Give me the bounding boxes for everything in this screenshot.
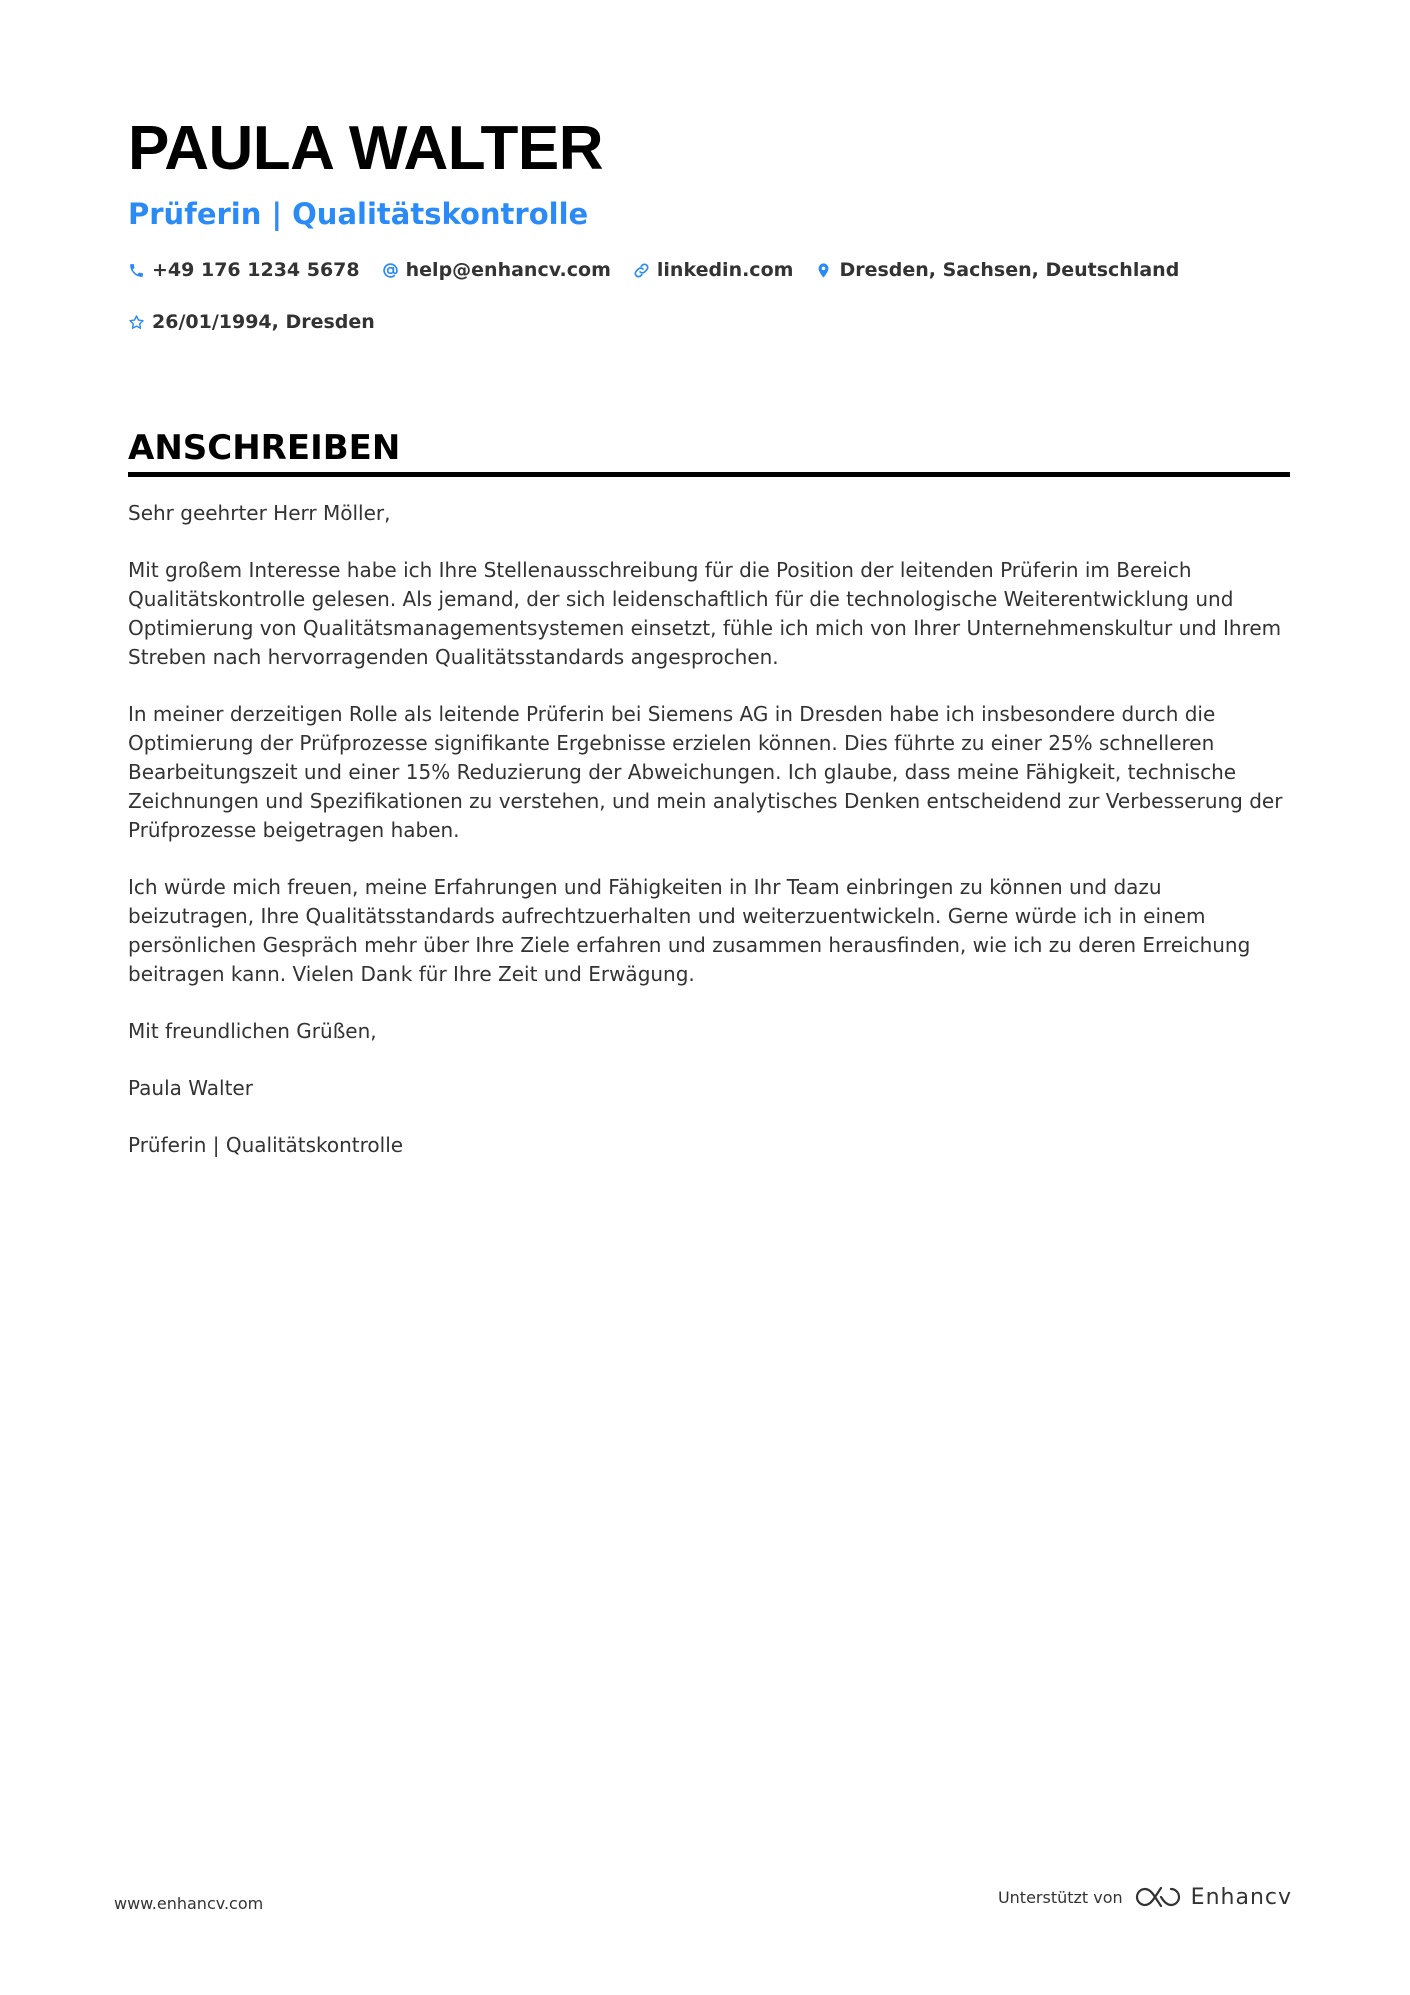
contact-phone bbox=[128, 258, 360, 282]
contact-birth bbox=[128, 310, 375, 334]
brand-name: Enhancv bbox=[1190, 1884, 1292, 1910]
contact-location bbox=[815, 258, 1179, 282]
closing: Mit freundlichen Grüßen, bbox=[128, 1019, 377, 1043]
phone-text: +49 176 1234 5678 bbox=[152, 259, 360, 281]
letter-paragraph-2: In meiner derzeitigen Rolle als leitende Prüferin bei Siemens AG in Dresden habe ich insbesondere durch die Optimierung der Prüfprozesse signifikante Ergebnisse erzielen können. Dies führte zu einer 25% schnelleren Bearbeitungszeit und einer 15% Reduzierung der Abweichungen. Ich glaube, dass meine Fähigkeit, technische Zeichnungen und Spezifikationen zu verstehen, und mein analytisches Denken entscheidend zur Verbesserung der Prüfprozesse beigetragen haben. bbox=[128, 702, 1283, 842]
signature-title: Prüferin | Qualitätskontrolle bbox=[128, 1133, 404, 1157]
cover-letter-section bbox=[128, 428, 1290, 1160]
email-text: help@enhancv.com bbox=[405, 259, 611, 281]
linkedin-text: linkedin.com bbox=[656, 259, 794, 281]
birth-text: 26/01/1994, Dresden bbox=[152, 311, 375, 333]
enhancv-logo-icon bbox=[1135, 1884, 1181, 1910]
location-text: Dresden, Sachsen, Deutschland bbox=[839, 259, 1180, 281]
cover-letter-page bbox=[128, 112, 1290, 1188]
section-divider bbox=[128, 472, 1290, 477]
letter-body bbox=[128, 499, 1290, 1160]
footer-website[interactable]: www.enhancv.com bbox=[114, 1894, 264, 1913]
contact-info bbox=[128, 258, 1290, 334]
star-icon bbox=[128, 314, 145, 331]
phone-icon bbox=[128, 262, 145, 279]
map-pin-icon bbox=[815, 262, 832, 279]
powered-by-text: Unterstützt von bbox=[997, 1887, 1123, 1907]
letter-paragraph-1: Mit großem Interesse habe ich Ihre Stellenausschreibung für die Position der leitenden Prüferin im Bereich Qualitätskontrolle gelesen. Als jemand, der sich leidenschaftlich für die technologische Weiterentwicklung und Optimierung von Qualitätsmanagementsystemen einsetzt, fühle ich mich von Ihrer Unternehmenskultur und Ihrem Streben nach hervorragenden Qualitätsstandards angesprochen. bbox=[128, 558, 1282, 669]
candidate-title: Prüferin | Qualitätskontrolle bbox=[128, 197, 589, 231]
contact-email[interactable] bbox=[382, 258, 611, 282]
salutation: Sehr geehrter Herr Möller, bbox=[128, 501, 391, 525]
letter-paragraph-3: Ich würde mich freuen, meine Erfahrungen und Fähigkeiten in Ihr Team einbringen zu können und dazu beizutragen, Ihre Qualitätsstandards aufrechtzuerhalten und weiterzuentwickeln. Gerne würde ich in einem persönlichen Gespräch mehr über Ihre Ziele erfahren und zusammen herausfinden, wie ich zu deren Erreichung beitragen kann. Vielen Dank für Ihre Zeit und Erwägung. bbox=[128, 875, 1251, 986]
signature-name: Paula Walter bbox=[128, 1076, 253, 1100]
at-icon bbox=[382, 262, 399, 279]
link-icon bbox=[633, 262, 650, 279]
contact-linkedin[interactable] bbox=[633, 258, 794, 282]
section-title: ANSCHREIBEN bbox=[128, 428, 401, 468]
candidate-name: PAULA WALTER bbox=[128, 114, 604, 183]
footer-branding bbox=[998, 1884, 1292, 1910]
